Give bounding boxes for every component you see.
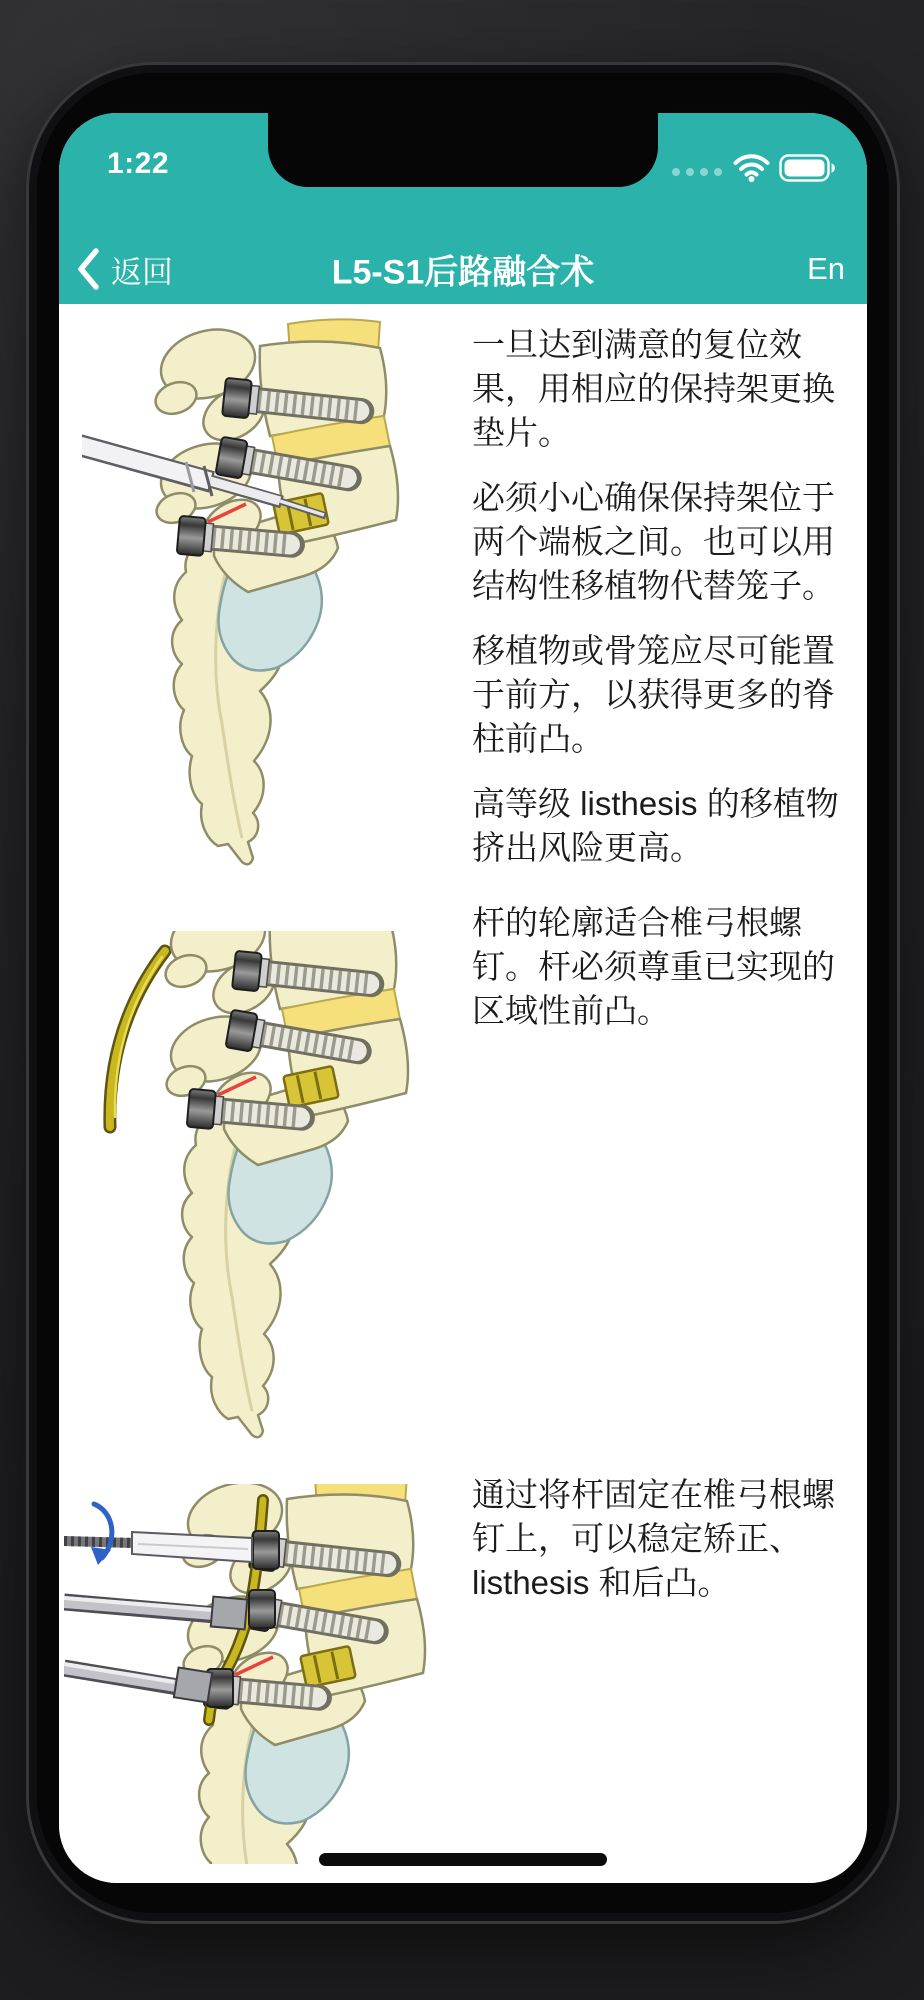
navigation-bar — [59, 240, 867, 298]
status-and-nav-bar — [59, 113, 867, 305]
spine-illustration-cage-insertion — [82, 304, 467, 870]
section-1-text — [472, 323, 857, 891]
paragraph: 杆的轮廓适合椎弓根螺钉。杆必须尊重已实现的区域性前凸。 — [472, 904, 835, 1029]
wifi-icon — [733, 154, 770, 182]
section-2-text — [472, 901, 857, 1054]
phone-frame — [26, 62, 900, 1924]
language-toggle-button[interactable]: En — [807, 251, 845, 286]
page-title: L5-S1后路融合术 — [331, 253, 595, 292]
spine-illustration-rod-fixation — [64, 1484, 472, 1864]
paragraph: 高等级 listhesis 的移植物挤出风险更高。 — [472, 785, 839, 866]
rotation-arrow-icon — [91, 1504, 112, 1565]
paragraph: 移植物或骨笼应尽可能置于前方，以获得更多的脊柱前凸。 — [472, 632, 835, 757]
chevron-left-icon — [75, 247, 101, 291]
section-3-text — [472, 1473, 857, 1626]
paragraph: 通过将杆固定在椎弓根螺钉上，可以稳定矫正、listhesis 和后凸。 — [472, 1476, 835, 1601]
paragraph: 必须小心确保保持架位于两个端板之间。也可以用结构性移植物代替笼子。 — [472, 479, 835, 604]
device-notch — [268, 113, 658, 187]
content-scroll-area[interactable] — [59, 304, 867, 1883]
back-button-label: 返回 — [111, 254, 173, 290]
phone-screen — [59, 113, 867, 1883]
spine-illustration-contoured-rod — [97, 931, 459, 1446]
home-indicator[interactable] — [319, 1853, 607, 1866]
battery-icon — [779, 154, 837, 182]
paragraph: 一旦达到满意的复位效果，用相应的保持架更换垫片。 — [472, 326, 835, 451]
contoured-rod — [110, 951, 165, 1127]
status-time: 1:22 — [107, 147, 170, 180]
status-icons — [672, 153, 837, 183]
back-button[interactable] — [75, 240, 173, 298]
cellular-signal-dots-icon — [672, 168, 722, 176]
